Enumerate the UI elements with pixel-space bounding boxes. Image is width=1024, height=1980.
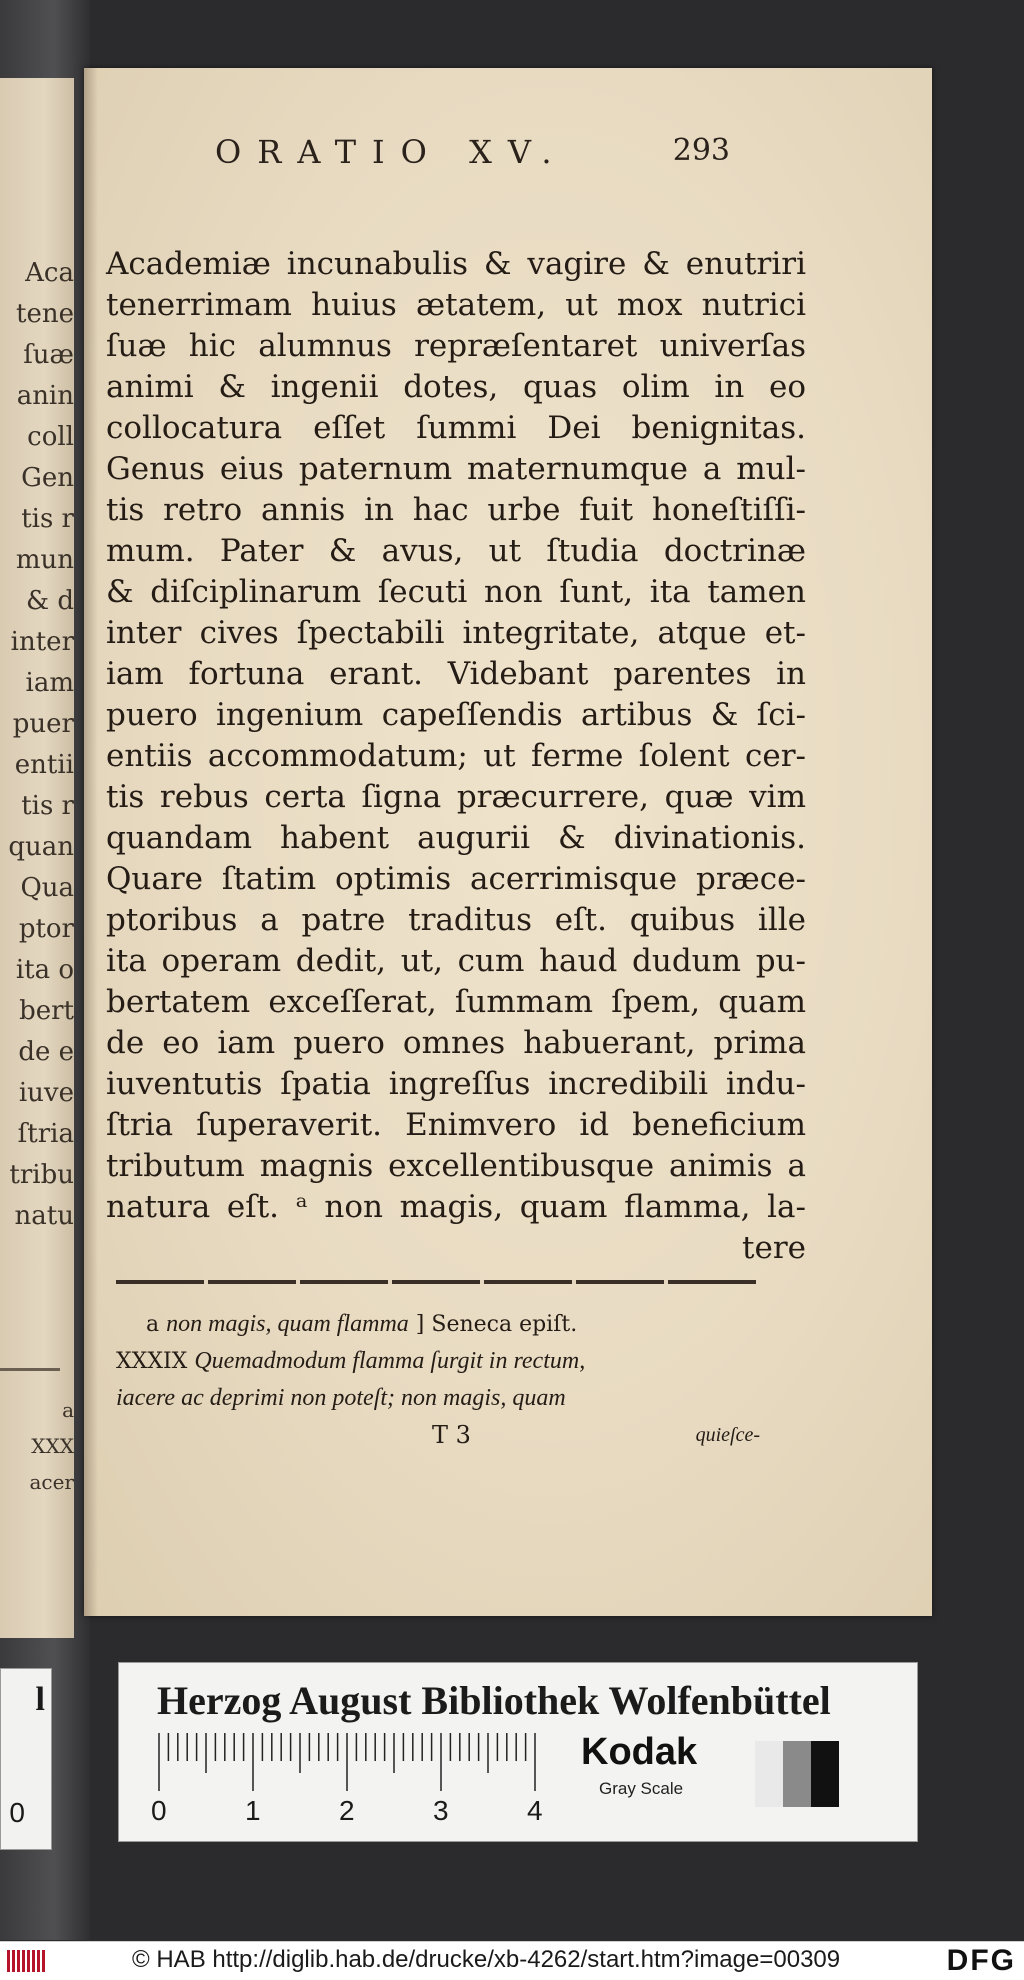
text-line: animi & ingenii dotes, quas olim in eo bbox=[106, 369, 806, 405]
text-line: quandam habent augurii & divinationis. bbox=[106, 820, 806, 856]
left-page-fragment: Gen bbox=[21, 463, 74, 493]
text-line: & diſciplinarum ſecuti non ſunt, ita tamen bbox=[106, 574, 806, 610]
left-color-card-edge bbox=[0, 1668, 52, 1850]
footnote-quote: iacere ac deprimi non poteſt; non magis, quam bbox=[116, 1385, 566, 1411]
footnotes bbox=[116, 1306, 760, 1453]
text-line: natura eſt. ᵃ non magis, quam flamma, la- bbox=[106, 1189, 806, 1225]
page-number: 293 bbox=[672, 133, 730, 168]
left-page-fragment: ita o bbox=[15, 955, 74, 985]
left-page-fragment: ſuæ bbox=[23, 340, 74, 370]
left-page-edge bbox=[0, 78, 74, 1638]
footnote-marker: a bbox=[146, 1312, 160, 1337]
left-page-fragment: quan bbox=[8, 832, 74, 862]
text-line: Academiæ incunabulis & vagire & enutriri bbox=[106, 246, 806, 282]
left-page-fragment: tis r bbox=[21, 791, 74, 821]
text-line: ſtria ſuperaverit. Enimvero id beneficium bbox=[106, 1107, 806, 1143]
library-name: Herzog August Bibliothek Wolfenbüttel bbox=[157, 1678, 831, 1723]
left-page-fragment: Qua bbox=[20, 873, 74, 903]
footnote-catchword: quieſce- bbox=[695, 1424, 760, 1446]
color-calibration-card bbox=[118, 1662, 918, 1842]
left-page-fragment: iam bbox=[25, 668, 74, 698]
footnote-line bbox=[116, 1306, 760, 1343]
left-page-fragment: XXX bbox=[31, 1434, 74, 1458]
text-line: de eo iam puero omnes habuerant, prima bbox=[106, 1025, 806, 1061]
dfg-logo: DFG bbox=[946, 1944, 1016, 1977]
footer-credit-link[interactable]: © HAB http://diglib.hab.de/drucke/xb-4262/start.htm?image=00309 bbox=[132, 1946, 841, 1973]
text-line: Genus eius paternum maternumque a mul- bbox=[106, 451, 806, 487]
footnote-rule bbox=[116, 1280, 756, 1284]
footnote-line bbox=[116, 1343, 760, 1380]
ruler-ticks bbox=[157, 1733, 553, 1793]
left-page-fragment: a bbox=[62, 1398, 74, 1422]
footnote-epistle-number: XXXIX bbox=[116, 1349, 188, 1374]
body-text bbox=[106, 244, 806, 1269]
text-line: bertatem exceſſerat, ſummam ſpem, quam bbox=[106, 984, 806, 1020]
left-page-fragment: mun bbox=[15, 545, 74, 575]
left-page-fragment: inter bbox=[10, 627, 74, 657]
left-page-fragment: entii bbox=[14, 750, 74, 780]
book-page bbox=[84, 68, 932, 1616]
gray-swatch bbox=[811, 1741, 839, 1807]
left-page-fragment: anin bbox=[16, 381, 74, 411]
text-line: tributum magnis excellentibusque animis a bbox=[106, 1148, 806, 1184]
text-line: ita operam dedit, ut, cum haud dudum pu- bbox=[106, 943, 806, 979]
ruler-number: 3 bbox=[433, 1795, 449, 1826]
text-line: entiis accommodatum; ut ferme ſolent cer- bbox=[106, 738, 806, 774]
text-line: ptoribus a patre traditus eſt. quibus ille bbox=[106, 902, 806, 938]
ruler bbox=[157, 1733, 553, 1793]
left-page-fragment: ſtria bbox=[17, 1119, 74, 1149]
left-page-fragment: acer bbox=[29, 1470, 74, 1494]
left-page-fragment: puer bbox=[12, 709, 74, 739]
left-page-fragment: & d bbox=[25, 586, 74, 616]
left-footnote-rule bbox=[0, 1368, 60, 1371]
signature-row bbox=[116, 1417, 760, 1453]
left-tab-glyph: l bbox=[35, 1681, 45, 1718]
text-line: tis rebus certa ſigna præcurrere, quæ vim bbox=[106, 779, 806, 815]
ruler-number: 4 bbox=[527, 1795, 543, 1826]
left-page-fragment: tribu bbox=[9, 1160, 74, 1190]
footnote-quote: Quemadmodum flamma ſurgit in rectum, bbox=[194, 1348, 586, 1374]
running-head: ORATIO XV. bbox=[215, 133, 568, 171]
ruler-number: 0 bbox=[151, 1795, 167, 1826]
left-page-fragment: natu bbox=[14, 1201, 74, 1231]
footer-bar bbox=[0, 1941, 1024, 1980]
text-line: tis retro annis in hac urbe fuit honeſtiſſi- bbox=[106, 492, 806, 528]
text-line: inter cives ſpectabili integritate, atque et- bbox=[106, 615, 806, 651]
left-page-fragment: iuve bbox=[18, 1078, 74, 1108]
text-line: puero ingenium capeſſendis artibus & ſci- bbox=[106, 697, 806, 733]
page-header bbox=[130, 133, 730, 173]
footnote-lemma: non magis, quam flamma bbox=[166, 1311, 409, 1337]
gray-scale-label: Gray Scale bbox=[599, 1779, 684, 1798]
footnote-line bbox=[116, 1380, 760, 1417]
left-page-fragment: ptor bbox=[18, 914, 74, 944]
ruler-number: 2 bbox=[339, 1795, 355, 1826]
signature-mark: T 3 bbox=[432, 1421, 471, 1449]
gray-swatches bbox=[755, 1741, 839, 1807]
text-line: tenerrimam huius ætatem, ut mox nutrici bbox=[106, 287, 806, 323]
footnote-citation: ] Seneca epiſt. bbox=[415, 1312, 578, 1337]
ruler-number: 1 bbox=[245, 1795, 261, 1826]
left-page-fragment: coll bbox=[27, 422, 74, 452]
kodak-logo: Kodak bbox=[581, 1731, 698, 1773]
text-line: iam fortuna erant. Videbant parentes in bbox=[106, 656, 806, 692]
left-page-fragment: Aca bbox=[25, 258, 74, 288]
gray-swatch bbox=[755, 1741, 783, 1807]
ruler-numbers bbox=[151, 1795, 571, 1829]
text-line: mum. Pater & avus, ut ſtudia doctrinæ bbox=[106, 533, 806, 569]
left-page-fragment: bert bbox=[19, 996, 74, 1026]
text-line: Quare ſtatim optimis acerrimisque præce- bbox=[106, 861, 806, 897]
left-page-fragment: de e bbox=[18, 1037, 74, 1067]
hab-logo-icon bbox=[6, 1948, 50, 1974]
text-line: ſuæ hic alumnus repræſentaret univerſas bbox=[106, 328, 806, 364]
catchword: tere bbox=[742, 1230, 806, 1266]
left-tab-zero: 0 bbox=[9, 1797, 25, 1828]
left-page-fragment: tene bbox=[16, 299, 74, 329]
text-line: collocatura eſſet ſummi Dei benignitas. bbox=[106, 410, 806, 446]
text-line: iuventutis ſpatia ingreſſus incredibili indu- bbox=[106, 1066, 806, 1102]
gray-swatch bbox=[783, 1741, 811, 1807]
left-page-fragment: tis r bbox=[21, 504, 74, 534]
